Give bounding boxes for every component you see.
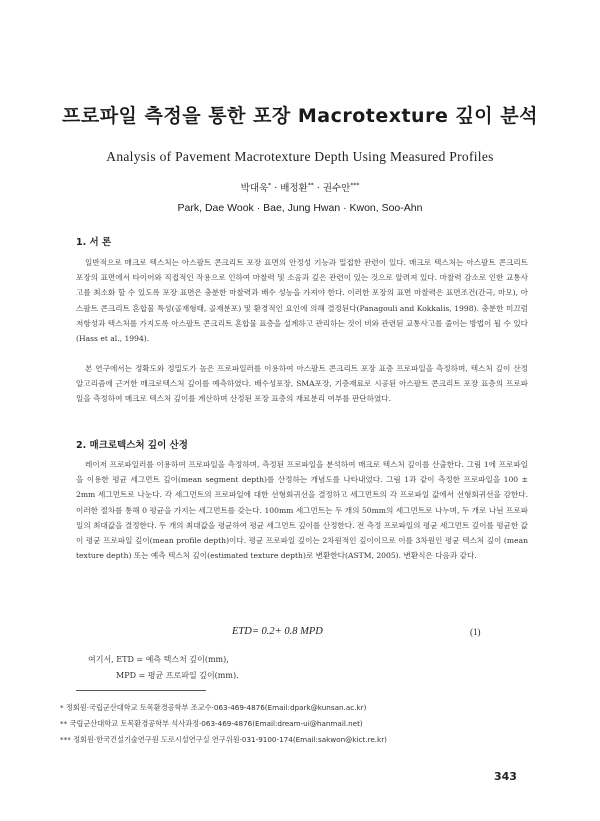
section-1-paragraph-1: 일반적으로 매크로 텍스처는 아스팔트 콘크리트 포장 표면의 안정성 기능과 밀접한 관련이 있다. 매크로 텍스처는 아스팔트 콘크리트 포장의 표면에서 타이어와 직접적인 작용으로 인하여 마찰력 및 소음과 깊은 관련이 있는 것으로 알려져 있다. 마찰력 감소로 인한 교통사고를 최소화 할 수 있도록 포장 표면은 충분한 마찰력과 배수 성능을 가져야 한다. 이러한 포장의 표면 마찰력은 표면조건(간극, 마모), 아스팔트 콘크리트 혼합물 특성(골재형태, 골재분포) 및 환경적인 요인에 의해 결정된다(Panagouli and Kokkalis, 1998). 충분한 미끄럼 저항성과 텍스처를 가지도록 아스팔트 콘크리트 혼합물 표층을 설계하고 관리하는 것이 비와 관련된 교통사고를 줄이는 방법이 될 수 있다(Hass et al., 1994).	[76, 258, 528, 344]
equation-definitions	[88, 652, 239, 683]
paper-subtitle: Analysis of Pavement Macrotexture Depth Using Measured Profiles	[106, 149, 494, 164]
definition-etd: 여기서, ETD = 예측 텍스처 깊이(mm),	[88, 655, 229, 664]
footnote-1: * 정회원·국립군산대학교 토목환경공학부 조교수·063-469-4876(Email:dpark@kunsan.ac.kr)	[60, 703, 367, 712]
paper-title: 프로파일 측정을 통한 포장 Macrotexture 깊이 분석	[61, 105, 538, 127]
section-1-paragraph-2: 본 연구에서는 정확도와 정밀도가 높은 프로파일러를 이용하여 아스팔트 콘크리트 포장 표층 프로파일을 측정하며, 텍스처 깊이 산정 알고리즘에 근거한 매크로텍스처 깊이를 예측하였다. 배수성포장, SMA포장, 기층재료로 시공된 아스팔트 콘크리트 포장 표층의 프로파일을 측정하여 매크로 텍스처 깊이를 계산하며 산정된 포장 표층의 재료분리 여부를 판단하였다.	[76, 364, 528, 404]
footnote-2: ** 국립군산대학교 토목환경공학부 석사과정·063-469-4876(Email:dream-ui@hanmail.net)	[60, 719, 363, 728]
author-3-mark: ***	[350, 181, 360, 189]
author-separator: ·	[271, 183, 281, 194]
footnote-divider	[76, 690, 206, 691]
author-1-mark: *	[268, 181, 272, 189]
author-2-mark: **	[307, 181, 314, 189]
section-2-paragraph-1: 레이저 프로파일러를 이용하여 프로파일을 측정하며, 측정된 프로파일을 분석하여 매크로 텍스처 깊이를 산출한다. 그림 1에 프로파일을 이용한 평균 세그먼트 깊이(mean segment depth)를 산정하는 개념도를 나타내었다. 그림 1과 같이 측정한 프로파일을 100 ± 2mm 세그먼트로 나눈다. 각 세그먼트의 프로파일에 대한 선형회귀선을 결정하고 세그먼트의 각 프로파일 값에서 선형회귀선을 감한다. 이러한 절차를 통해 0 평균을 가지는 세그먼트를 갖는다. 100mm 세그먼트는 두 개의 50mm의 세그먼트로 나누며, 두 개로 나뉜 프로파일의 최대값을 결정한다. 두 개의 최대값을 평균하여 평균 세그먼트 깊이를 산정한다. 전 측정 프로파일의 평균 세그먼트 깊이를 평균한 값이 평균 프로파일 깊이(mean profile depth)이다. 평균 프로파일 깊이는 2차원적인 깊이이므로 이를 3차원인 평균 텍스처 깊이 (mean texture depth) 또는 예측 텍스처 깊이(estimated texture depth)로 변환한다(ASTM, 2005). 변환식은 다음과 같다.	[76, 460, 528, 561]
author-separator: ·	[313, 183, 323, 194]
author-1: 박대욱	[240, 183, 269, 194]
authors-english: Park, Dae Wook · Bae, Jung Hwan · Kwon, Soo-Ahn	[177, 202, 423, 214]
section-2-heading: 2. 매크로텍스처 깊이 산정	[76, 440, 188, 451]
author-3: 권수안	[322, 183, 351, 194]
equation-number: (1)	[470, 627, 481, 637]
definition-mpd: MPD = 평균 프로파일 깊이(mm).	[116, 670, 239, 680]
author-2: 배정환	[280, 183, 308, 194]
authors-korean	[0, 180, 600, 194]
equation-1: ETD= 0.2+ 0.8 MPD	[232, 626, 323, 637]
footnote-3: *** 정회원·한국건설기술연구원 도로시설연구실 연구위원·031-9100-174(Email:sakwon@kict.re.kr)	[60, 735, 387, 744]
section-1-heading: 1. 서 론	[76, 237, 112, 248]
page-number: 343	[494, 770, 517, 783]
